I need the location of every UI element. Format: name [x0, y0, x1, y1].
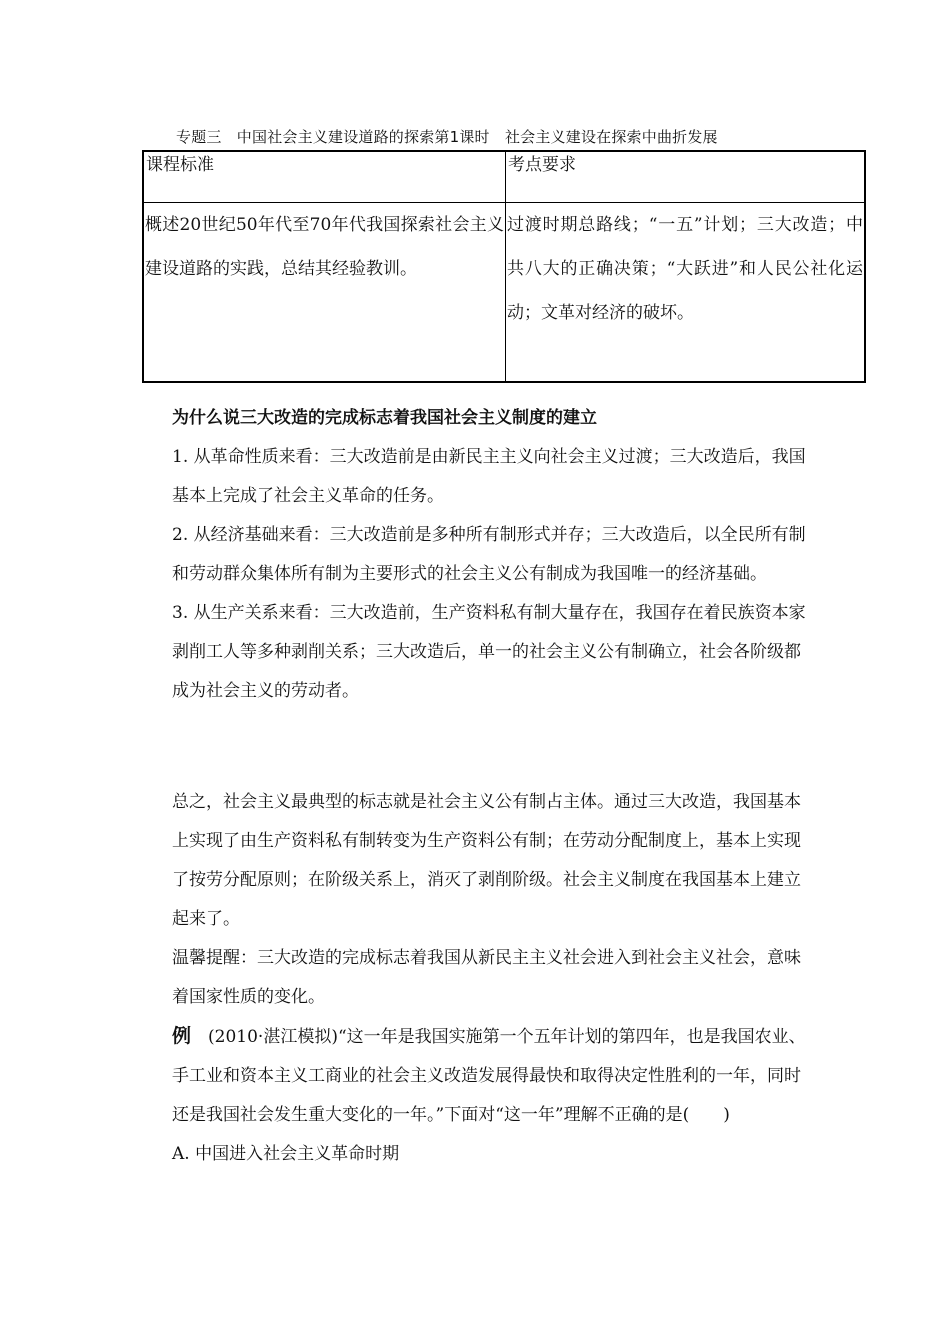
cell-exam-requirements: 过渡时期总路线；“一五”计划；三大改造；中共八大的正确决策；“大跃进”和人民公社化运动；文革对经济的破坏。 [506, 203, 866, 383]
curriculum-table [142, 150, 866, 383]
point-3: 3. 从生产关系来看：三大改造前，生产资料私有制大量存在，我国存在着民族资本家剥削工人等多种剥削关系；三大改造后，单一的社会主义公有制确立，社会各阶级都成为社会主义的劳动者。 [172, 603, 806, 701]
summary-block [172, 783, 812, 1174]
example-question [172, 1017, 812, 1135]
point-2: 2. 从经济基础来看：三大改造前是多种所有制形式并存；三大改造后，以全民所有制和劳动群众集体所有制为主要形式的社会主义公有制成为我国唯一的经济基础。 [172, 525, 806, 584]
example-label: 例 [172, 1025, 192, 1047]
cell-curriculum-standard: 概述20世纪50年代至70年代我国探索社会主义建设道路的实践，总结其经验教训。 [143, 203, 506, 383]
document-title: 专题三 中国社会主义建设道路的探索第1课时 社会主义建设在探索中曲折发展 [176, 128, 718, 146]
section-heading: 为什么说三大改造的完成标志着我国社会主义制度的建立 [172, 408, 597, 428]
tip-paragraph: 温馨提醒：三大改造的完成标志着我国从新民主主义社会进入到社会主义社会，意味着国家性质的变化。 [172, 948, 801, 1007]
header-curriculum-standard: 课程标准 [143, 151, 506, 203]
table-row [143, 203, 865, 383]
point-1: 1. 从革命性质来看：三大改造前是由新民主主义向社会主义过渡；三大改造后，我国基本上完成了社会主义革命的任务。 [172, 447, 806, 506]
header-exam-requirements: 考点要求 [506, 151, 866, 203]
option-a: A. 中国进入社会主义革命时期 [172, 1144, 400, 1164]
example-text: (2010·湛江模拟)“这一年是我国实施第一个五年计划的第四年，也是我国农业、手工业和资本主义工商业的社会主义改造发展得最快和取得决定性胜利的一年，同时还是我国社会发生重大变化的一年。”下面对“这一年”理解不正确的是( ) [172, 1027, 806, 1125]
summary-paragraph: 总之，社会主义最典型的标志就是社会主义公有制占主体。通过三大改造，我国基本上实现了由生产资料私有制转变为生产资料公有制；在劳动分配制度上，基本上实现了按劳分配原则；在阶级关系上，消灭了剥削阶级。社会主义制度在我国基本上建立起来了。 [172, 792, 801, 929]
points-list [172, 438, 812, 711]
table-header-row [143, 151, 865, 203]
